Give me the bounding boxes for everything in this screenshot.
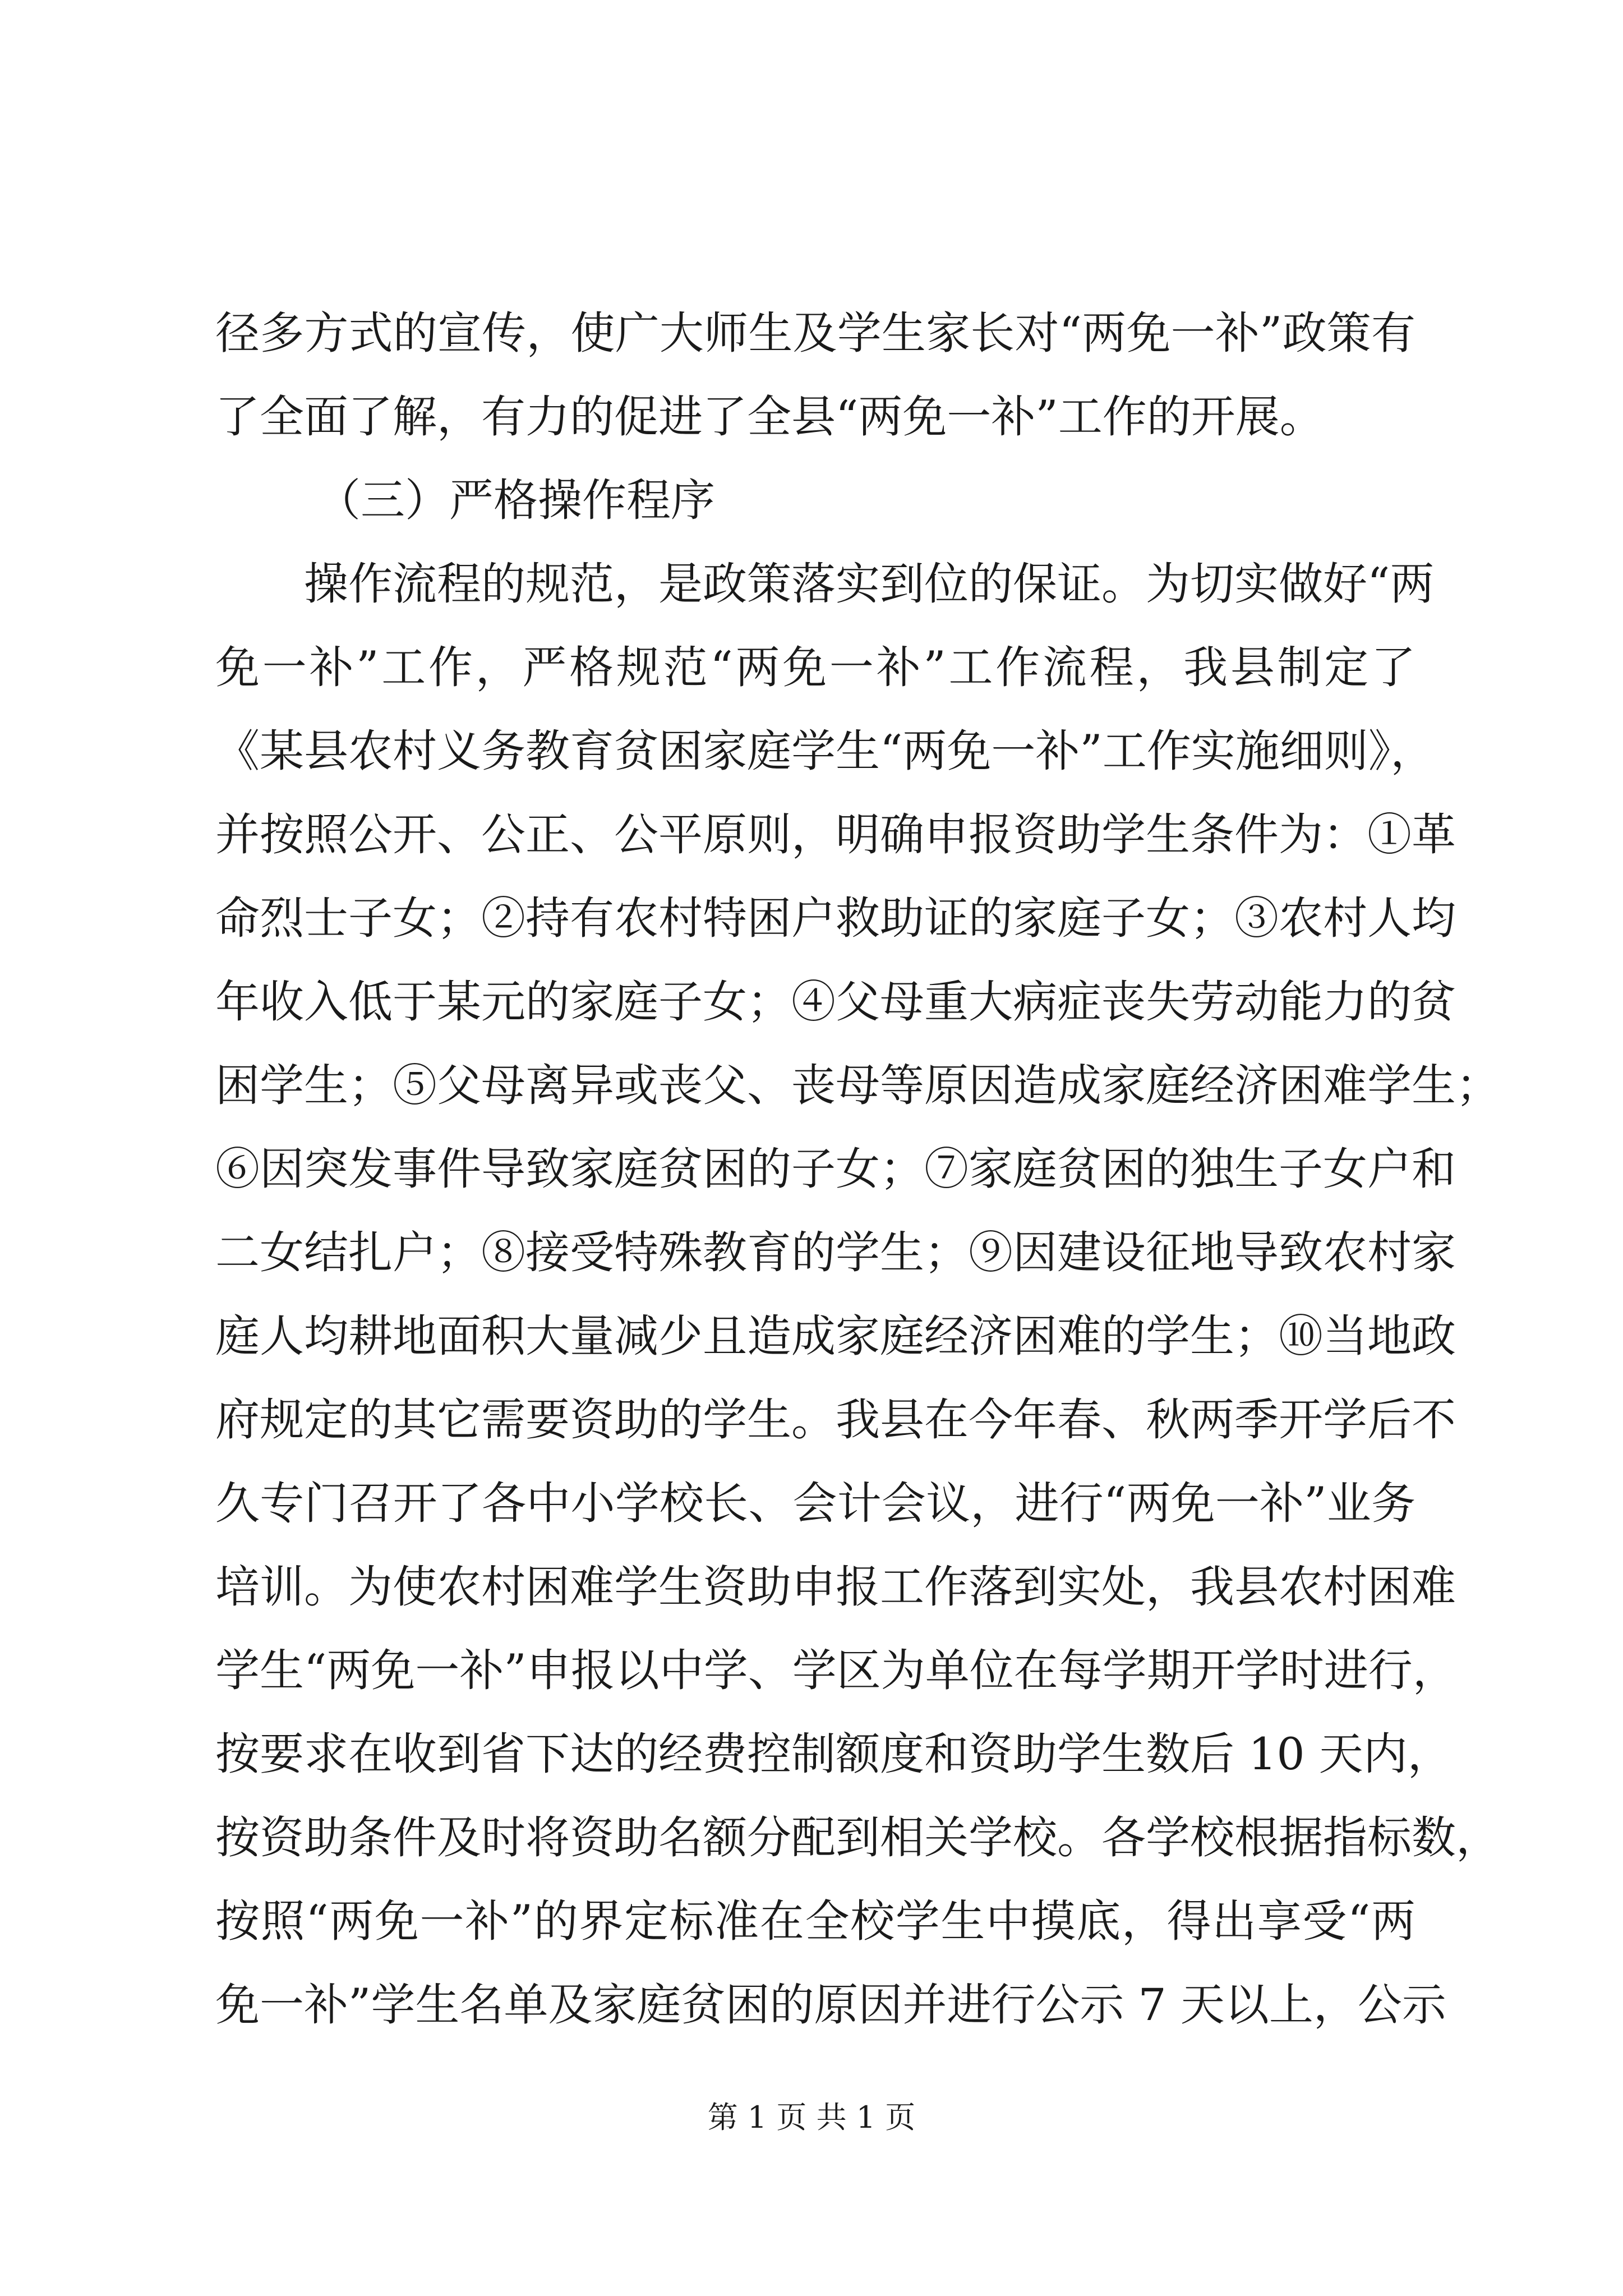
text-line: 了全面了解，有力的促进了全县“两免一补”工作的开展。 — [215, 391, 1324, 443]
text-line: 并按照公开、公正、公平原则，明确申报资助学生条件为：①革 — [215, 809, 1456, 861]
text-line: 按照“两免一补”的界定标准在全校学生中摸底，得出享受“两 — [215, 1895, 1415, 1947]
text-line: 培训。为使农村困难学生资助申报工作落到实处，我县农村困难 — [215, 1561, 1456, 1613]
document-body — [215, 292, 1500, 2047]
text-line: 径多方式的宣传，使广大师生及学生家长对“两免一补”政策有 — [215, 307, 1415, 359]
text-line: 年收入低于某元的家庭子女；④父母重大病症丧失劳动能力的贫 — [215, 976, 1456, 1028]
text-line: 按要求在收到省下达的经费控制额度和资助学生数后 10 天内， — [215, 1728, 1452, 1780]
text-line: ⑥因突发事件导致家庭贫困的子女；⑦家庭贫困的独生子女户和 — [215, 1143, 1456, 1195]
text-line: 免一补”学生名单及家庭贫困的原因并进行公示 7 天以上，公示 — [215, 1979, 1446, 2031]
section-heading: （三）严格操作程序 — [316, 475, 715, 526]
text-line: 免一补”工作，严格规范“两免一补”工作流程，我县制定了 — [215, 642, 1415, 693]
text-line: 学生“两免一补”申报以中学、学区为单位在每学期开学时进行， — [215, 1645, 1457, 1696]
text-line: 《某县农村义务教育贫困家庭学生“两免一补”工作实施细则》， — [215, 725, 1435, 777]
text-line: 庭人均耕地面积大量减少且造成家庭经济困难的学生；⑩当地政 — [215, 1310, 1456, 1362]
text-line: 府规定的其它需要资助的学生。我县在今年春、秋两季开学后不 — [215, 1394, 1456, 1446]
text-line: 操作流程的规范，是政策落实到位的保证。为切实做好“两 — [304, 558, 1435, 610]
text-line: 困学生；⑤父母离异或丧父、丧母等原因造成家庭经济困难学生； — [215, 1060, 1500, 1111]
text-line: 按资助条件及时将资助名额分配到相关学校。各学校根据指标数， — [215, 1812, 1500, 1864]
text-line: 久专门召开了各中小学校长、会计会议，进行“两免一补”业务 — [215, 1478, 1415, 1529]
text-line: 命烈士子女；②持有农村特困户救助证的家庭子女；③农村人均 — [215, 892, 1456, 944]
text-line: 二女结扎户；⑧接受特殊教育的学生；⑨因建设征地导致农村家 — [215, 1227, 1456, 1278]
page-footer — [0, 2098, 1623, 2137]
page-number-label: 第 1 页 共 1 页 — [707, 2100, 916, 2135]
